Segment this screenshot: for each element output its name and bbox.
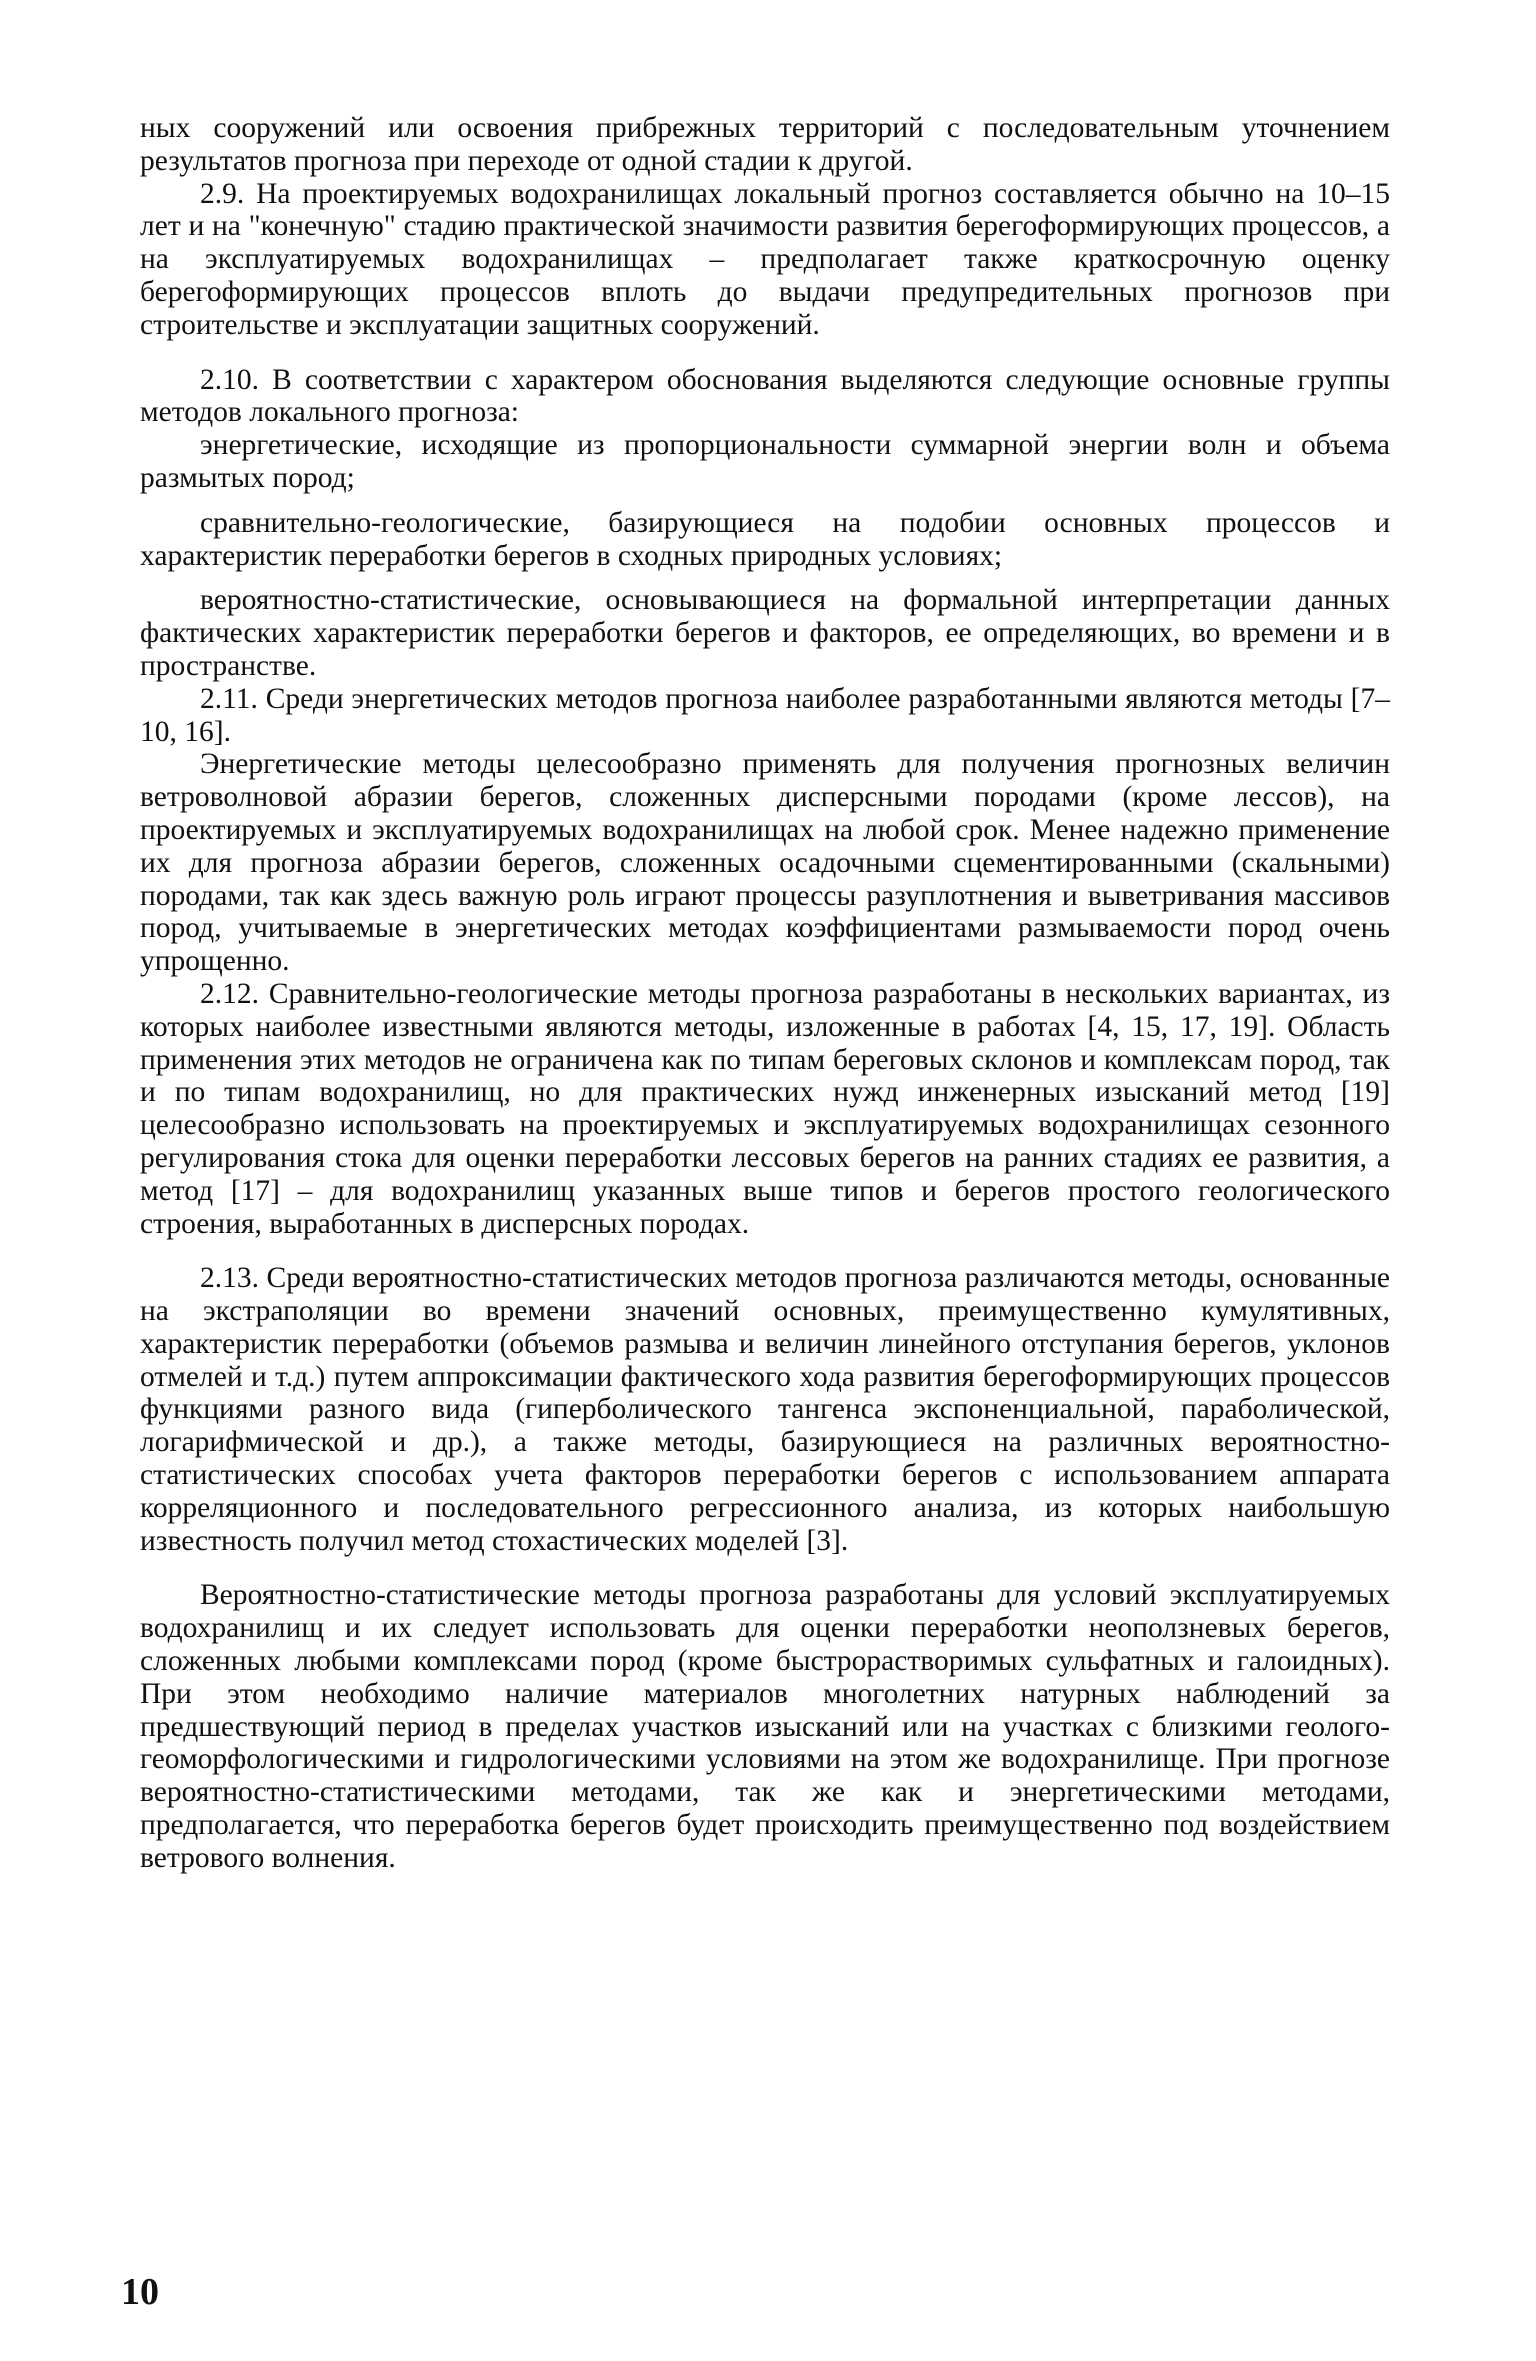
paragraph-2-13: 2.13. Среди вероятностно-статистических методов прогноза различаются методы, основанные на экстраполяции во времени значений основных, преимущественно кумулятивных, характеристик переработки (объемов размыва и величин линейного отступания берегов, уклонов отмелей и т.д.) путем аппроксимации фактического хода развития берегоформирующих процессов функциями разного вида (гиперболического тангенса экспоненциальной, параболической, логарифмической и др.), а также методы, базирующиеся на различных вероятностно-статистических способах учета факторов переработки берегов с использованием аппарата корреляционного и последовательного регрессионного анализа, из которых наибольшую известность получил метод стохастических моделей [3]. [140, 1262, 1390, 1557]
paragraph-2-10: 2.10. В соответствии с характером обоснования выделяются следующие основные группы методов локального прогноза: [140, 363, 1390, 429]
paragraph-continuation: ных сооружений или освоения прибрежных территорий с последовательным уточнением результатов прогноза при переходе от одной стадии к другой. [140, 112, 1390, 177]
paragraph-probabilistic-application: Вероятностно-статистические методы прогноза разработаны для условий эксплуатируемых водохранилищ и их следует использовать для оценки переработки неоползневых берегов, сложенных любыми комплексами пород (кроме быстрорастворимых сульфатных и галоидных). При этом необходимо наличие материалов многолетних натурных наблюдений за предшествующий период в пределах участков изысканий или на участках с близкими геолого-геоморфологическими и гидрологическими условиями на этом же водохранилище. При прогнозе вероятностно-статистическими методами, так же как и энергетическими методами, предполагается, что переработка берегов будет происходить преимущественно под воздействием ветрового волнения. [140, 1579, 1390, 1874]
page-body [140, 112, 1390, 1875]
paragraph-2-12: 2.12. Сравнительно-геологические методы прогноза разработаны в нескольких вариантах, из которых наиболее известными являются методы, изложенные в работах [4, 15, 17, 19]. Область применения этих методов не ограничена как по типам береговых склонов и комплексам пород, так и по типам водохранилищ, но для практических нужд инженерных изысканий метод [19] целесообразно использовать на проектируемых и эксплуатируемых водохранилищах сезонного регулирования стока для оценки переработки лессовых берегов на ранних стадиях ее развития, а метод [17] – для водохранилищ указанных выше типов и берегов простого геологического строения, выработанных в дисперсных породах. [140, 977, 1390, 1240]
paragraph-energy-methods-application: Энергетические методы целесообразно применять для получения прогнозных величин ветроволновой абразии берегов, сложенных дисперсными породами (кроме лессов), на проектируемых и эксплуатируемых водохранилищах на любой срок. Менее надежно применение их для прогноза абразии берегов, сложенных осадочными сцементированными (скальными) породами, так как здесь важную роль играют процессы разуплотнения и выветривания массивов пород, учитываемые в энергетических методах коэффициентами размываемости пород очень упрощенно. [140, 748, 1390, 978]
paragraph-2-11: 2.11. Среди энергетических методов прогноза наиболее разработанными являются методы [7–10, 16]. [140, 682, 1390, 748]
list-item-energy-methods: энергетические, исходящие из пропорциональности суммарной энергии волн и объема размытых пород; [140, 429, 1390, 494]
list-item-comparative-geological: сравнительно-геологические, базирующиеся на подобии основных процессов и характеристик переработки берегов в сходных природных условиях; [140, 506, 1390, 572]
paragraph-2-9: 2.9. На проектируемых водохранилищах локальный прогноз составляется обычно на 10–15 лет и на "конечную" стадию практической значимости развития берегоформирующих процессов, а на эксплуатируемых водохранилищах – предполагает также краткосрочную оценку берегоформирующих процессов вплоть до выдачи предупредительных прогнозов при строительстве и эксплуатации защитных сооружений. [140, 177, 1390, 341]
page-number: 10 [121, 2271, 159, 2313]
list-item-probabilistic-statistical: вероятностно-статистические, основывающиеся на формальной интерпретации данных фактических характеристик переработки берегов и факторов, ее определяющих, во времени и в пространстве. [140, 584, 1390, 682]
